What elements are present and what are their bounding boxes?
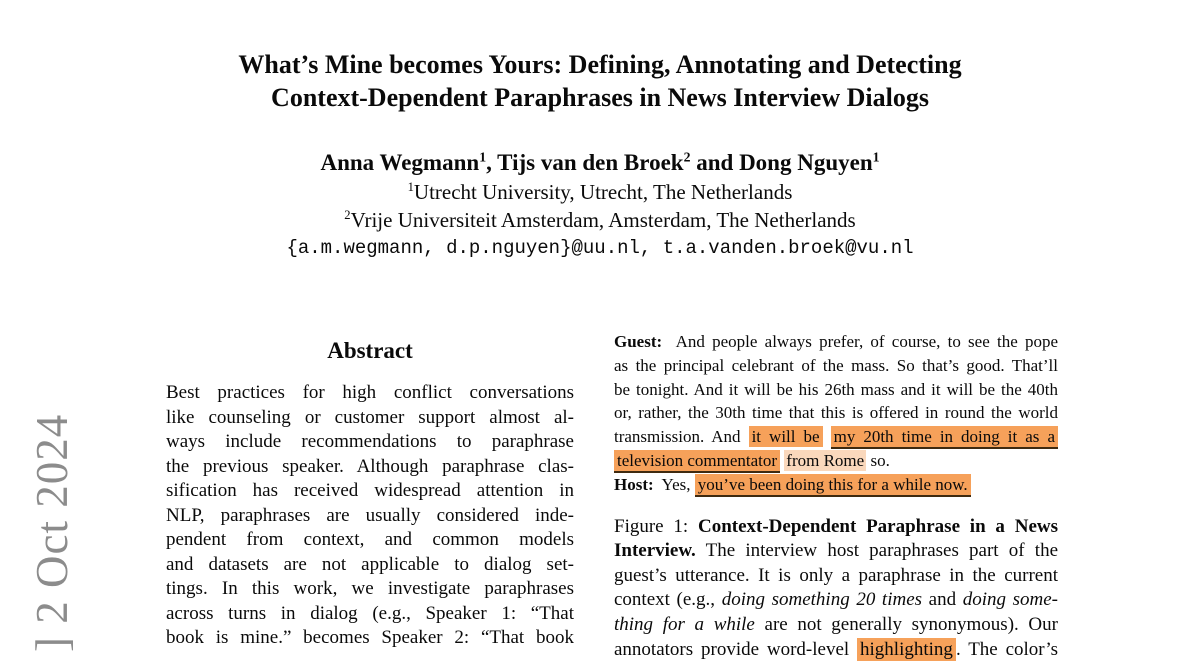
text-line bbox=[614, 564, 1058, 589]
text-segment: What’s Mine becomes Yours: Defining, Annotating and Detecting bbox=[238, 50, 962, 79]
text-segment-hl: highlighting bbox=[857, 638, 956, 661]
text-segment-i: doing something 20 times bbox=[721, 589, 923, 611]
text-segment: as the principal celebrant of the mass. So that’s good. That’ll bbox=[614, 355, 1058, 375]
text-segment: and datasets are not applicable to dialog set- bbox=[166, 553, 574, 575]
text-segment: NLP, paraphrases are usually considered inde- bbox=[166, 504, 574, 526]
right-column bbox=[614, 330, 1058, 662]
text-segment: annotators provide word-level bbox=[614, 638, 858, 660]
text-segment: context (e.g., bbox=[614, 589, 722, 611]
text-line bbox=[166, 528, 574, 553]
text-line bbox=[614, 378, 1058, 402]
text-line bbox=[614, 638, 1058, 662]
text-line bbox=[614, 449, 1058, 473]
text-line bbox=[614, 330, 1058, 354]
text-segment: Figure 1: bbox=[614, 515, 698, 537]
text-line bbox=[166, 626, 574, 651]
text-segment-sup: 2 bbox=[683, 149, 691, 165]
text-line bbox=[166, 504, 574, 529]
text-line bbox=[0, 178, 1200, 206]
text-line bbox=[166, 602, 574, 627]
text-segment: And people always prefer, of course, to see the pope bbox=[662, 332, 1058, 351]
text-line bbox=[166, 577, 574, 602]
text-line bbox=[166, 406, 574, 431]
text-segment-i: doing some- bbox=[962, 589, 1059, 611]
text-segment-hlu: television commentator bbox=[614, 450, 780, 473]
paper-title bbox=[0, 48, 1200, 114]
text-segment: Anna Wegmann bbox=[320, 150, 480, 175]
text-segment: so. bbox=[866, 450, 890, 470]
author-emails: {a.m.wegmann, d.p.nguyen}@uu.nl, t.a.vanden.broek@vu.nl bbox=[286, 237, 914, 259]
text-line bbox=[0, 48, 1200, 81]
author-block bbox=[0, 147, 1200, 263]
text-segment-sup: 1 bbox=[407, 180, 414, 194]
text-segment: guest’s utterance. It is only a paraphrase in the current bbox=[614, 564, 1058, 586]
text-segment: and Dong Nguyen bbox=[690, 150, 873, 175]
text-segment: Best practices for high conflict conversations bbox=[166, 382, 574, 403]
text-segment: Context-Dependent Paraphrases in News Interview Dialogs bbox=[271, 83, 929, 112]
text-line bbox=[614, 515, 1058, 540]
text-segment-sup: 1 bbox=[872, 149, 880, 165]
text-line bbox=[0, 147, 1200, 178]
text-line bbox=[614, 354, 1058, 378]
text-line bbox=[614, 425, 1058, 449]
text-segment: book is mine.” becomes Speaker 2: “That book bbox=[166, 627, 574, 648]
text-segment-b: Interview. bbox=[614, 540, 696, 562]
text-segment: Utrecht University, Utrecht, The Netherlands bbox=[413, 180, 793, 204]
author-names bbox=[0, 147, 1200, 178]
text-segment: and bbox=[922, 589, 963, 611]
text-line bbox=[614, 473, 1058, 497]
text-segment: The interview host paraphrases part of the bbox=[695, 540, 1058, 562]
text-segment-sup: 1 bbox=[479, 149, 487, 165]
text-line bbox=[614, 539, 1058, 564]
figure-dialog-example bbox=[614, 330, 1058, 497]
text-segment-hl: it will be bbox=[749, 426, 823, 447]
text-segment-b: Host: bbox=[614, 474, 654, 494]
text-segment: Vrije Universiteit Amsterdam, Amsterdam, The Netherlands bbox=[350, 208, 856, 232]
text-segment: . The color’s bbox=[955, 638, 1058, 660]
arxiv-date-stamp: ] 2 Oct 2024 bbox=[27, 413, 77, 652]
text-segment: transmission. And bbox=[614, 427, 749, 447]
text-line bbox=[0, 81, 1200, 114]
left-column bbox=[166, 338, 574, 651]
text-segment: like counseling or customer support almost al- bbox=[166, 406, 574, 428]
text-segment: the previous speaker. Although paraphrase clas- bbox=[166, 455, 574, 477]
text-line bbox=[166, 455, 574, 480]
text-line bbox=[166, 430, 574, 455]
text-segment: or, rather, the 30th time that this is offered in round the world bbox=[614, 403, 1058, 423]
text-segment: Yes, bbox=[653, 474, 695, 494]
text-line bbox=[166, 553, 574, 578]
abstract-heading: Abstract bbox=[327, 338, 413, 363]
text-segment: ways include recommendations to paraphrase bbox=[166, 431, 574, 452]
text-segment: , Tijs van den Broek bbox=[486, 150, 684, 175]
text-segment: tings. In this work, we investigate paraphrases bbox=[166, 578, 574, 599]
text-segment: sification has received widespread attention in bbox=[166, 480, 574, 501]
affiliations bbox=[0, 178, 1200, 234]
figure-caption bbox=[614, 515, 1058, 662]
text-segment-b: Guest: bbox=[614, 332, 663, 351]
text-segment: pendent from context, and common models bbox=[166, 529, 574, 550]
text-segment-pale: from Rome bbox=[786, 450, 865, 470]
text-segment-sup: 2 bbox=[344, 208, 351, 222]
text-line bbox=[614, 401, 1058, 425]
text-line bbox=[166, 381, 574, 406]
text-segment-i: thing for a while bbox=[614, 613, 755, 635]
text-segment: across turns in dialog (e.g., Speaker 1: “That bbox=[166, 602, 574, 624]
abstract-text bbox=[166, 381, 574, 651]
text-segment bbox=[823, 427, 831, 446]
text-segment: be tonight. And it will be his 26th mass and it will be the 40th bbox=[614, 379, 1058, 399]
text-line bbox=[614, 613, 1058, 638]
text-line bbox=[614, 588, 1058, 613]
text-segment-b: Context-Dependent Paraphrase in a News bbox=[697, 515, 1058, 537]
text-line bbox=[166, 479, 574, 504]
text-line bbox=[0, 206, 1200, 234]
text-segment: are not generally synonymous). Our bbox=[754, 613, 1058, 635]
text-segment-hlu: my 20th time in doing it as a bbox=[831, 426, 1058, 449]
text-segment-hlu: you’ve been doing this for a while now. bbox=[695, 474, 971, 497]
